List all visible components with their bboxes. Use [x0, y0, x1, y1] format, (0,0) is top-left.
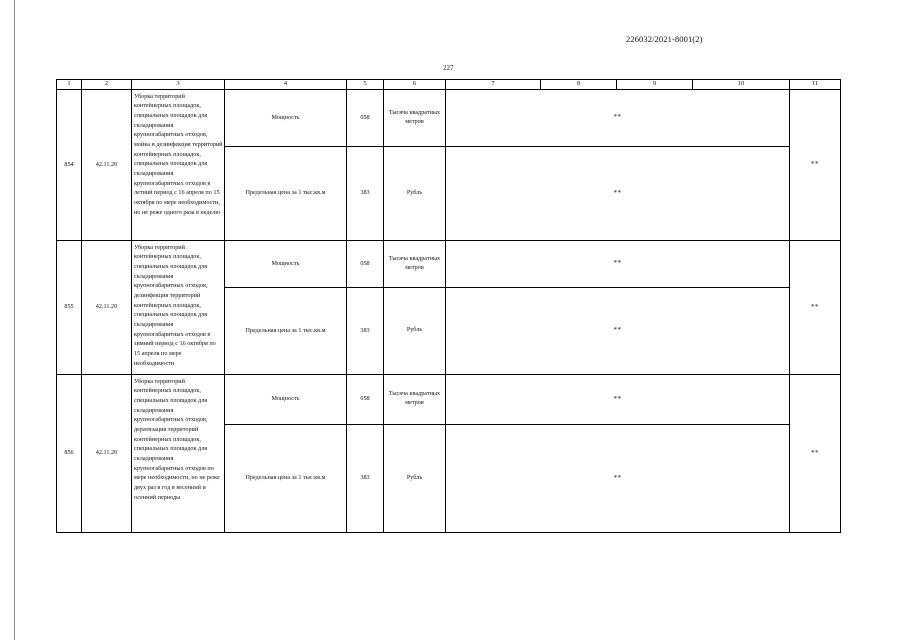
column-header: 3	[132, 80, 225, 90]
okpd-code: 42.11.20	[82, 374, 132, 532]
okei-code: 383	[347, 424, 384, 532]
service-description: Уборка территорий контейнерных площадок, специальных площадок для складирования крупногабаритных отходов, дезинфекция территорий контейнерных площадок, специальных площадок для складирования крупногабаритных отходов в зимний период с 16 октября по 15 апреля по мере необходимости	[132, 240, 225, 374]
column-header: 11	[790, 80, 841, 90]
service-description: Уборка территорий контейнерных площадок, специальных площадок для складирования крупногабаритных отходов, дератизация территорий контейнерных площадок, специальных площадок для складирования крупногабаритных отходов по мере необходимости, но не реже двух раз в год в весенний и осенний периоды	[132, 374, 225, 532]
characteristic-value: **	[446, 146, 790, 240]
table-row	[57, 89, 841, 146]
column-header: 5	[347, 80, 384, 90]
okpd-code: 42.11.20	[82, 89, 132, 240]
row-number: 856	[57, 374, 82, 532]
unit-name: Тысяча квадратных метров	[384, 89, 446, 146]
scan-edge-line	[14, 0, 15, 640]
column-header: 4	[225, 80, 347, 90]
page-number: 227	[443, 64, 454, 72]
unit-name: Тысяча квадратных метров	[384, 374, 446, 424]
characteristic-name: Мощность	[225, 374, 347, 424]
column-header: 1	[57, 80, 82, 90]
characteristic-value: **	[446, 287, 790, 374]
okei-code: 058	[347, 89, 384, 146]
unit-name: Рубль	[384, 424, 446, 532]
column-header: 8	[541, 80, 617, 90]
document-id: 226032/2021-8001(2)	[626, 34, 703, 44]
unit-name: Рубль	[384, 146, 446, 240]
procurement-table	[56, 79, 841, 533]
column-header: 6	[384, 80, 446, 90]
characteristic-name: Предельная цена за 1 тыс.кв.м	[225, 424, 347, 532]
column-header: 7	[446, 80, 541, 90]
okei-code: 058	[347, 240, 384, 287]
service-description: Уборка территорий контейнерных площадок, специальных площадок для складирования крупногабаритных отходов, мойка и дезинфекция территорий контейнерных площадок, специальных площадок для складирования крупногабаритных отходов в летний период с 16 апреля по 15 октября по мере необходимости, но не реже одного раза в неделю	[132, 89, 225, 240]
table-row	[57, 240, 841, 287]
characteristic-value: **	[446, 240, 790, 287]
characteristic-value: **	[446, 374, 790, 424]
column-header: 2	[82, 80, 132, 90]
okei-code: 058	[347, 374, 384, 424]
row-number: 855	[57, 240, 82, 374]
row-number: 854	[57, 89, 82, 240]
column-number-row	[57, 80, 841, 90]
okei-code: 383	[347, 287, 384, 374]
column-header: 10	[693, 80, 790, 90]
okpd-code: 42.11.20	[82, 240, 132, 374]
okei-code: 383	[347, 146, 384, 240]
unit-name: Тысяча квадратных метров	[384, 240, 446, 287]
characteristic-name: Предельная цена за 1 тыс.кв.м	[225, 146, 347, 240]
characteristic-name: Мощность	[225, 89, 347, 146]
column-11-value: **	[790, 89, 841, 240]
column-header: 9	[617, 80, 693, 90]
characteristic-value: **	[446, 89, 790, 146]
characteristic-name: Мощность	[225, 240, 347, 287]
table-row	[57, 374, 841, 424]
column-11-value: **	[790, 240, 841, 374]
characteristic-name: Предельная цена за 1 тыс.кв.м	[225, 287, 347, 374]
column-11-value: **	[790, 374, 841, 532]
unit-name: Рубль	[384, 287, 446, 374]
characteristic-value: **	[446, 424, 790, 532]
